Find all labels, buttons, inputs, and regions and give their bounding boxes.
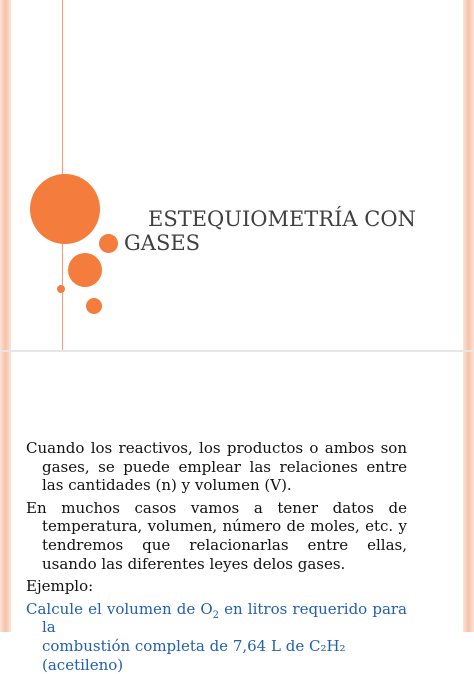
small-orange-circle-bottom [86, 298, 102, 314]
tiny-orange-circle [57, 285, 65, 293]
medium-orange-circle [68, 253, 102, 287]
question-cut-text: combustión completa de 7,64 L de C₂H₂ (acetileno) [42, 636, 346, 674]
left-decorative-band [0, 352, 11, 632]
slide-title [124, 207, 424, 255]
small-orange-circle [99, 234, 118, 253]
left-decorative-band [0, 0, 11, 350]
paragraph-reactivos: Cuando los reactivos, los productos o ambos son gases, se puede emplear las relaciones entre las cantidades (n) y volumen (V). [26, 439, 407, 495]
content-slide [0, 352, 474, 674]
example-question [26, 600, 407, 637]
question-part1: Calcule el volumen de O [26, 599, 213, 618]
slide-title-line1: ESTEQUIOMETRÍA CON [148, 207, 416, 231]
slide-title-line2: GASES [124, 231, 201, 255]
question-subscript: 2 [212, 609, 219, 621]
paragraph-leyes: En muchos casos vamos a tener datos de temperatura, volumen, número de moles, etc. y tendremos que relacionarlas entre ellas, usando las diferentes leyes delos gases. [26, 498, 407, 573]
question-cut-line [26, 636, 407, 674]
right-decorative-band [463, 352, 474, 632]
example-label: Ejemplo: [26, 577, 94, 596]
slide-body [26, 439, 407, 674]
question-part2: en litros requerido para la [42, 599, 407, 637]
right-decorative-band [463, 0, 474, 350]
large-orange-circle [30, 174, 100, 244]
